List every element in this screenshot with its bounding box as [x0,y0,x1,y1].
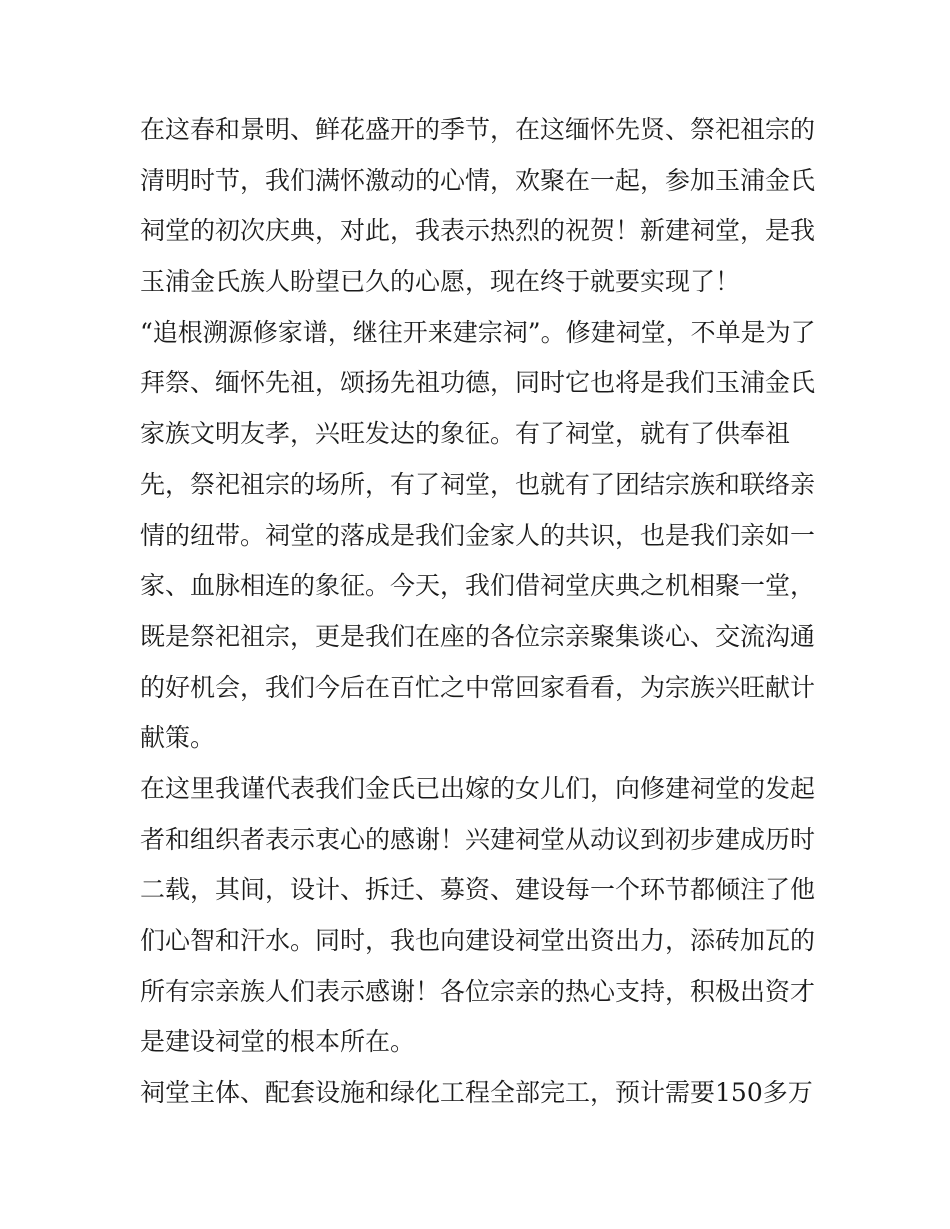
text-line: 祠堂的初次庆典，对此，我表示热烈的祝贺！新建祠堂，是我 [140,216,816,246]
text-line: 玉浦金氏族人盼望已久的心愿，现在终于就要实现了！ [140,267,741,297]
text-line: 所有宗亲族人们表示感谢！各位宗亲的热心支持，积极出资才 [140,976,816,1006]
document-body [140,105,830,1119]
text-line: 祠堂主体、配套设施和绿化工程全部完工，预计需要150多万 [140,1078,813,1108]
text-line: 先，祭祀祖宗的场所，有了祠堂，也就有了团结宗族和联络亲 [140,469,816,499]
text-line: 是建设祠堂的根本所在。 [140,1027,416,1057]
text-line: 清明时节，我们满怀激动的心情，欢聚在一起，参加玉浦金氏 [140,165,816,195]
text-line: 在这里我谨代表我们金氏已出嫁的女儿们，向修建祠堂的发起 [140,773,816,803]
text-line: 拜祭、缅怀先祖，颂扬先祖功德，同时它也将是我们玉浦金氏 [140,368,816,398]
text-line: 献策。 [140,723,216,753]
text-line: 家、血脉相连的象征。今天，我们借祠堂庆典之机相聚一堂， [140,571,816,601]
text-line: 们心智和汗水。同时，我也向建设祠堂出资出力，添砖加瓦的 [140,926,816,955]
text-line: 情的纽带。祠堂的落成是我们金家人的共识，也是我们亲如一 [140,520,816,550]
text-line: 的好机会，我们今后在百忙之中常回家看看，为宗族兴旺献计 [140,672,816,702]
text-line: 二载，其间，设计、拆迁、募资、建设每一个环节都倾注了他 [140,875,816,905]
text-line: 者和组织者表示衷心的感谢！兴建祠堂从动议到初步建成历时 [140,824,816,854]
text-line: “追根溯源修家谱，继往开来建宗祠”。修建祠堂，不单是为了 [140,317,816,347]
text-line: 家族文明友孝，兴旺发达的象征。有了祠堂，就有了供奉祖 [140,419,791,449]
text-line: 既是祭祀祖宗，更是我们在座的各位宗亲聚集谈心、交流沟通 [140,621,816,651]
text-line: 在这春和景明、鲜花盛开的季节，在这缅怀先贤、祭祀祖宗的 [140,115,816,144]
